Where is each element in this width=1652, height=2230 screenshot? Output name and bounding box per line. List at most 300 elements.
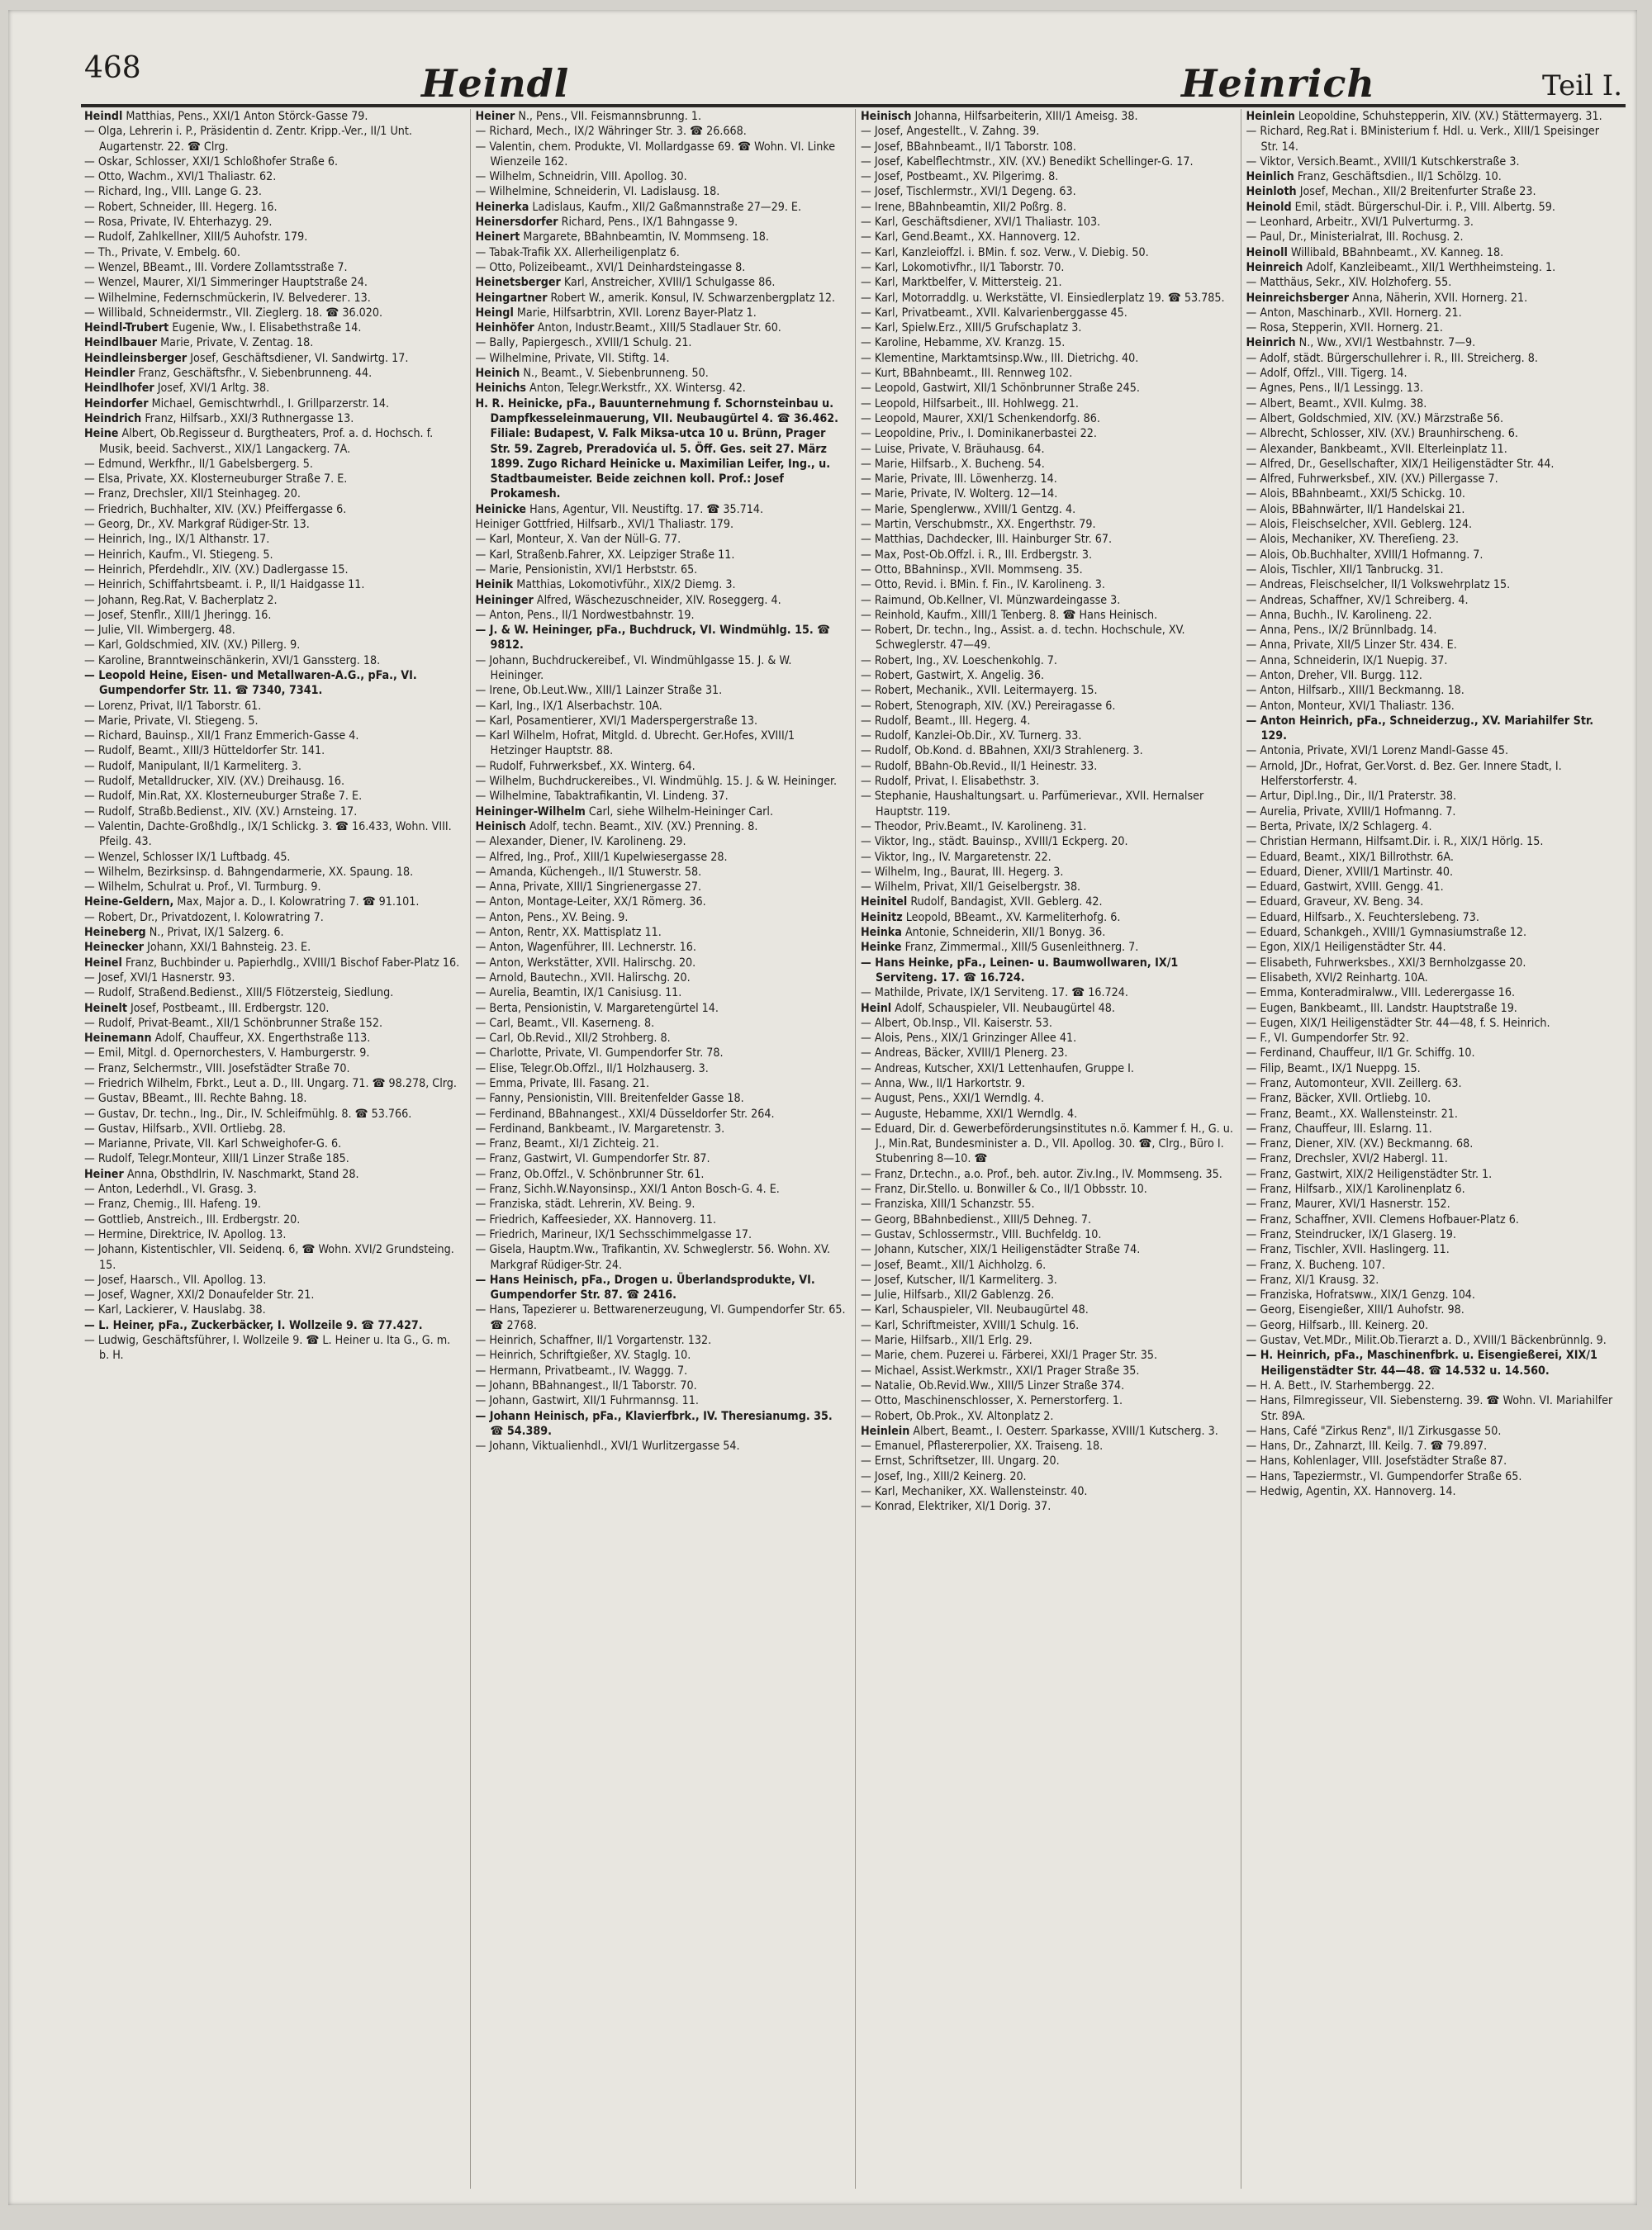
directory-entry: — Karl, Marktbelfer, V. Mittersteig. 21. [861, 276, 1062, 290]
directory-entry: — Carl, Ob.Revid., XII/2 Strohberg. 8. [475, 1032, 671, 1046]
directory-entry: — Rudolf, Telegr.Monteur, XIII/1 Linzer Straße 185. [84, 1152, 349, 1166]
directory-entry: — Josef, Kutscher, II/1 Karmeliterg. 3. [861, 1273, 1057, 1287]
directory-entry: Heindl Matthias, Pens., XXI/1 Anton Störck-Gasse 79. [84, 110, 368, 123]
directory-entry: — Th., Private, V. Embelg. 60. [84, 245, 240, 259]
directory-entry: — Hans, Café "Zirkus Renz", II/1 Zirkusgasse 50. [1246, 1424, 1502, 1438]
directory-entry: — Hans, Tapeziermstr., VI. Gumpendorfer Straße 65. [1246, 1469, 1522, 1483]
directory-entry: — Franziska, städt. Lehrerin, XV. Being. 9. [475, 1198, 695, 1212]
directory-entry: Heinloth Josef, Mechan., XII/2 Breitenfurter Straße 23. [1246, 185, 1536, 199]
directory-entry: — Andreas, Bäcker, XVIII/1 Plenerg. 23. [861, 1046, 1068, 1060]
directory-entry: — Wilhelmine, Tabaktrafikantin, VI. Lindeng. 37. [475, 790, 729, 804]
directory-entry: — Olga, Lehrerin i. P., Präsidentin d. Zentr. Kripp.-Ver., II/1 Unt. Augartenstr. 22. ☎ Clrg. [84, 125, 412, 154]
directory-entry: — Robert, Gastwirt, X. Angelig. 36. [861, 668, 1045, 682]
page-header [8, 10, 1637, 107]
directory-entry: — Otto, Maschinenschlosser, X. Pernerstorferg. 1. [861, 1394, 1123, 1408]
directory-entry: — Max, Post-Ob.Offzl. i. R., III. Erdbergstr. 3. [861, 548, 1093, 562]
directory-entry: — Karl, Schriftmeister, XVIII/1 Schulg. 16. [861, 1318, 1080, 1332]
directory-entry: — Anton, Dreher, VII. Burgg. 112. [1246, 668, 1422, 682]
directory-entry: — Rudolf, Straßend.Bedienst., XIII/5 Flötzersteig, Siedlung. [84, 986, 394, 1000]
column-1 [84, 109, 470, 2189]
directory-entry: — Anton, Montage-Leiter, XX/1 Römerg. 36. [475, 895, 706, 909]
directory-entry: — Anton, Lederhdl., VI. Grasg. 3. [84, 1183, 257, 1197]
directory-entry: — Robert, Dr. techn., Ing., Assist. a. d. techn. Hochschule, XV. Schweglerstr. 47—49. [861, 624, 1185, 652]
directory-entry: Heinetsberger Karl, Anstreicher, XVIII/1 Schulgasse 86. [475, 276, 776, 290]
directory-entry: Heindrich Franz, Hilfsarb., XXI/3 Ruthnergasse 13. [84, 411, 354, 425]
directory-entry: — Rudolf, Fuhrwerksbef., XX. Winterg. 64. [475, 759, 695, 773]
directory-entry: — Josef, XVI/1 Hasnerstr. 93. [84, 970, 235, 985]
directory-entry: — August, Pens., XXI/1 Werndlg. 4. [861, 1092, 1045, 1106]
directory-entry: — Karl, Motorraddlg. u. Werkstätte, VI. Einsiedlerplatz 19. ☎ 53.785. [861, 291, 1225, 305]
directory-entry: — Gustav, Schlossermstr., VIII. Buchfeldg. 10. [861, 1227, 1102, 1241]
directory-entry: Heingartner Robert W., amerik. Konsul, IV. Schwarzenbergplatz 12. [475, 291, 836, 305]
directory-entry: — Alfred, Dr., Gesellschafter, XIX/1 Heiligenstädter Str. 44. [1246, 457, 1555, 471]
directory-entry: — Anton, Pens., XV. Being. 9. [475, 910, 629, 924]
directory-entry: — Anna, Ww., II/1 Harkortstr. 9. [861, 1077, 1026, 1090]
directory-entry: — Klementine, Marktamtsinsp.Ww., III. Dietrichg. 40. [861, 351, 1139, 365]
directory-entry: — Fanny, Pensionistin, VIII. Breitenfelder Gasse 18. [475, 1092, 744, 1106]
directory-entry: — Wilhelm, Bezirksinsp. d. Bahngendarmerie, XX. Spaung. 18. [84, 865, 414, 879]
directory-entry: — Josef, Angestellt., V. Zahng. 39. [861, 125, 1040, 139]
directory-entry: — Albert, Ob.Insp., VII. Kaiserstr. 53. [861, 1016, 1052, 1030]
directory-entry: — Karl, Ing., IX/1 Alserbachstr. 10A. [475, 699, 662, 713]
directory-entry: — Eduard, Dir. d. Gewerbeförderungsinstitutes n.ö. Kammer f. H., G. u. J., Min.Rat, Bundesminister a. D., VII. Apollog. 30. ☎, Clrg., Büro I. Stubenring 8—10. ☎ [861, 1122, 1233, 1166]
directory-entry: — Wilhelmine, Private, VII. Stiftg. 14. [475, 351, 670, 365]
directory-entry: — Franz, Gastwirt, VI. Gumpendorfer Str. 87. [475, 1152, 710, 1166]
directory-entry: — Gustav, Vet.MDr., Milit.Ob.Tierarzt a. D., XVIII/1 Bäckenbrünnlg. 9. [1246, 1334, 1607, 1348]
directory-entry: — Rudolf, Privat-Beamt., XII/1 Schönbrunner Straße 152. [84, 1016, 383, 1030]
directory-entry: — Hans, Kohlenlager, VIII. Josefstädter Straße 87. [1246, 1454, 1507, 1468]
directory-entry: — Marianne, Private, VII. Karl Schweighofer-G. 6. [84, 1137, 342, 1151]
directory-entry: — Karl, Lokomotivfhr., II/1 Taborstr. 70. [861, 260, 1065, 274]
directory-entry: — Natalie, Ob.Revid.Ww., XIII/5 Linzer Straße 374. [861, 1378, 1125, 1393]
directory-entry: — Rudolf, Metalldrucker, XIV. (XV.) Dreihausg. 16. [84, 775, 345, 789]
directory-entry: — Anton, Pens., II/1 Nordwestbahnstr. 19. [475, 608, 695, 622]
directory-entry: — Leopold, Hilfsarbeit., III. Hohlwegg. 21. [861, 396, 1079, 410]
directory-entry: — Elisabeth, Fuhrwerksbes., XXI/3 Bernholzgasse 20. [1246, 956, 1526, 970]
directory-entry: — Heinrich, Schriftgießer, XV. Staglg. 10. [475, 1349, 691, 1363]
column-2 [470, 109, 856, 2189]
directory-entry: — Josef, Wagner, XXI/2 Donaufelder Str. 21. [84, 1288, 315, 1302]
directory-entry: — Otto, Revid. i. BMin. f. Fin., IV. Karolineng. 3. [861, 578, 1105, 592]
directory-entry: — Konrad, Elektriker, XI/1 Dorig. 37. [861, 1500, 1051, 1514]
directory-entry: — Julie, VII. Wimbergerg. 48. [84, 624, 235, 638]
directory-entry: — Albert, Beamt., XVII. Kulmg. 38. [1246, 396, 1427, 410]
directory-entry: Heinisch Johanna, Hilfsarbeiterin, XIII/1 Ameisg. 38. [861, 110, 1138, 123]
directory-entry: — Anton, Wagenführer, III. Lechnerstr. 16. [475, 941, 696, 955]
column-4 [1241, 109, 1626, 2189]
directory-entry: — Hans, Dr., Zahnarzt, III. Keilg. 7. ☎ 79.897. [1246, 1440, 1488, 1454]
directory-entry: — Franz, Diener, XIV. (XV.) Beckmanng. 68. [1246, 1137, 1474, 1151]
directory-entry: — Marie, Private, III. Löwenherzg. 14. [861, 472, 1057, 486]
directory-entry: — Friedrich, Kaffeesieder, XX. Hannoverg. 11. [475, 1212, 717, 1226]
directory-entry: — Karl, Goldschmied, XIV. (XV.) Pillerg. 9. [84, 638, 301, 652]
directory-entry: — Leopold Heine, Eisen- und Metallwaren-A.G., pFa., VI. Gumpendorfer Str. 11. ☎ 7340, 7341. [84, 668, 417, 698]
directory-entry: Heiniger Gottfried, Hilfsarb., XVI/1 Thaliastr. 179. [475, 518, 734, 532]
directory-entry: Heinichs Anton, Telegr.Werkstfr., XX. Wintersg. 42. [475, 382, 746, 396]
directory-entry: — Gustav, BBeamt., III. Rechte Bahng. 18. [84, 1092, 307, 1106]
directory-entry: — Valentin, Dachte-Großhdlg., IX/1 Schlickg. 3. ☎ 16.433, Wohn. VIII. Pfeilg. 43. [84, 819, 452, 849]
directory-entry: — Andreas, Schaffner, XV/1 Schreiberg. 4. [1246, 593, 1469, 607]
directory-entry: — Franz, Bäcker, XVII. Ortliebg. 10. [1246, 1092, 1431, 1106]
directory-entry: — Karl, Geschäftsdiener, XVI/1 Thaliastr. 103. [861, 216, 1101, 230]
directory-entry: — Franz, Dr.techn., a.o. Prof., beh. autor. Ziv.Ing., IV. Mommseng. 35. [861, 1167, 1222, 1181]
directory-entry: — Otto, BBahninsp., XVII. Mommseng. 35. [861, 562, 1083, 576]
directory-entry: — Eugen, Bankbeamt., III. Landstr. Hauptstraße 19. [1246, 1001, 1517, 1015]
directory-entry: — Leonhard, Arbeitr., XVI/1 Pulverturmg. 3. [1246, 216, 1474, 230]
directory-entry: — Karl, Kanzleioffzl. i. BMin. f. soz. Verw., V. Diebig. 50. [861, 245, 1149, 259]
directory-entry: — Heinrich, Schiffahrtsbeamt. i. P., II/1 Haidgasse 11. [84, 578, 365, 592]
directory-entry: — Richard, Mech., IX/2 Währinger Str. 3. ☎ 26.668. [475, 125, 747, 139]
directory-entry: — Wilhelmine, Federnschmückerin, IV. Belvederег. 13. [84, 291, 371, 305]
directory-entry: — Andreas, Kutscher, XXI/1 Lettenhaufen, Gruppe I. [861, 1061, 1134, 1075]
directory-entry: — Hans, Filmregisseur, VII. Siebensterng. 39. ☎ Wohn. VI. Mariahilfer Str. 89A. [1246, 1394, 1613, 1423]
directory-entry: — Karl Wilhelm, Hofrat, Mitgld. d. Ubrecht. Ger.Hofes, XVIII/1 Hetzinger Hauptstr. 88. [475, 729, 795, 758]
directory-entry: — Marie, Pensionistin, XVI/1 Herbststr. 65. [475, 562, 698, 576]
directory-entry: Heinitel Rudolf, Bandagist, XVII. Geblerg. 42. [861, 895, 1103, 909]
directory-entry: — Gottlieb, Anstreich., III. Erdbergstr. 20. [84, 1212, 301, 1226]
directory-entry: — Friedrich Wilhelm, Fbrkt., Leut a. D., III. Ungarg. 71. ☎ 98.278, Clrg. [84, 1077, 457, 1090]
directory-entry: — Franz, Beamt., XX. Wallensteinstr. 21. [1246, 1107, 1458, 1121]
directory-entry: Heinreich Adolf, Kanzleibeamt., XII/1 Werthheimsteing. 1. [1246, 260, 1556, 274]
directory-entry: — Josef, Stenflr., XIII/1 Jheringg. 16. [84, 608, 272, 622]
directory-entry: Heinoll Willibald, BBahnbeamt., XV. Kanneg. 18. [1246, 245, 1504, 259]
directory-entry: Heindler Franz, Geschäftsfhr., V. Siebenbrunneng. 44. [84, 367, 373, 381]
directory-entry: — Hans Heinisch, pFa., Drogen u. Überlandsprodukte, VI. Gumpendorfer Str. 87. ☎ 2416. [475, 1273, 815, 1302]
directory-entry: — Anna, Buchh., IV. Karolineng. 22. [1246, 608, 1432, 622]
directory-entry: Heine-Geldern, Max, Major a. D., I. Kolowratring 7. ☎ 91.101. [84, 895, 420, 909]
directory-entry: — Franz, Beamt., XI/1 Zichteig. 21. [475, 1137, 659, 1151]
directory-entry: — Anton, Monteur, XVI/1 Thaliastr. 136. [1246, 699, 1455, 713]
directory-entry: — Josef, Postbeamt., XV. Pilgerimg. 8. [861, 170, 1059, 184]
directory-entry: H. R. Heinicke, pFa., Bauunternehmung f. Schornsteinbau u. Dampfkesseleinmauerung, VII. Neubaugürtel 4. ☎ 36.462. Filiale: Budapest, V. Falk Miksa-utca 10 u. Brünn, Prager Str. 59. Zagreb, Preradovića ul. 5. Öff. Ges. seit 27. März 1899. Zugo Richard Heinicke u. Maximilian Leifer, Ing., u. Stadtbaumeister. Beide zeichnen koll. Prof.: Josef Prokamesh. [475, 396, 839, 501]
directory-entry: Heindl-Trubert Eugenie, Ww., I. Elisabethstraße 14. [84, 321, 362, 335]
directory-entry: — Robert, Ob.Prok., XV. Altonplatz 2. [861, 1409, 1054, 1423]
directory-entry: — Raimund, Ob.Kellner, VI. Münzwardeingasse 3. [861, 593, 1121, 607]
directory-entry: — Emanuel, Pflastererpolier, XX. Traiseng. 18. [861, 1440, 1104, 1454]
directory-entry: — Alois, Pens., XIX/1 Grinzinger Allee 41. [861, 1032, 1077, 1046]
directory-entry: — Franz, XI/1 Krausg. 32. [1246, 1273, 1379, 1287]
directory-entry: — Georg, Hilfsarb., III. Keinerg. 20. [1246, 1318, 1429, 1332]
directory-entry: — Johann, Kistentischler, VII. Seidenq. 6, ☎ Wohn. XVI/2 Grundsteing. 15. [84, 1243, 454, 1272]
directory-entry: Heinka Antonie, Schneiderin, XII/1 Bonyg. 36. [861, 926, 1106, 940]
directory-entry: — Johann Heinisch, pFa., Klavierfbrk., IV. Theresianumg. 35. ☎ 54.389. [475, 1409, 833, 1438]
directory-entry: — Carl, Beamt., VII. Kaserneng. 8. [475, 1016, 655, 1030]
directory-entry: — Marie, Private, IV. Wolterg. 12—14. [861, 487, 1058, 501]
directory-entry: — Rudolf, Kanzlei-Ob.Dir., XV. Turnerg. 33. [861, 729, 1082, 743]
directory-entry: Heineberg N., Privat, IX/1 Salzerg. 6. [84, 926, 284, 940]
directory-entry: — H. A. Bett., IV. Starhembergg. 22. [1246, 1378, 1435, 1393]
directory-entry: — Josef, BBahnbeamt., II/1 Taborstr. 108. [861, 140, 1076, 154]
directory-entry: — Rosa, Private, IV. Ehterhazyg. 29. [84, 216, 273, 230]
directory-entry: — Aurelia, Private, XVIII/1 Hofmanng. 7. [1246, 804, 1456, 818]
directory-entry: — Edmund, Werkfhr., II/1 Gabelsbergerg. 5. [84, 457, 313, 471]
directory-entry: — Marie, Hilfsarb., XII/1 Erlg. 29. [861, 1334, 1032, 1348]
directory-entry: Heinersdorfer Richard, Pens., IX/1 Bahngasse 9. [475, 216, 738, 230]
directory-entry: — Friedrich, Marineur, IX/1 Sechsschimmelgasse 17. [475, 1227, 752, 1241]
directory-entry: — Gisela, Hauptm.Ww., Trafikantin, XV. Schweglerstr. 56. Wohn. XV. Markgraf Rüdiger-Str. 24. [475, 1243, 831, 1272]
directory-entry: — Reinhold, Kaufm., XIII/1 Tenberg. 8. ☎ Hans Heinisch. [861, 608, 1158, 622]
directory-entry: — Richard, Bauinsp., XII/1 Franz Emmerich-Gasse 4. [84, 729, 359, 743]
directory-entry: — J. & W. Heininger, pFa., Buchdruck, VI. Windmühlg. 15. ☎ 9812. [475, 624, 831, 652]
directory-entry: — Filip, Beamt., IX/1 Nueppg. 15. [1246, 1061, 1421, 1075]
directory-entry: — Johann, Gastwirt, XII/1 Fuhrmannsg. 11. [475, 1394, 699, 1408]
directory-entry: — Christian Hermann, Hilfsamt.Dir. i. R., XIX/1 Hörlg. 15. [1246, 835, 1544, 849]
directory-entry: Heinerka Ladislaus, Kaufm., XII/2 Gaßmannstraße 27—29. E. [475, 200, 802, 214]
directory-entry: — F., VI. Gumpendorfer Str. 92. [1246, 1032, 1409, 1046]
directory-entry: — Hedwig, Agentin, XX. Hannoverg. 14. [1246, 1485, 1456, 1499]
directory-entry: — Antonia, Private, XVI/1 Lorenz Mandl-Gasse 45. [1246, 744, 1509, 758]
directory-entry: Heinhöfer Anton, Industr.Beamt., XIII/5 Stadlauer Str. 60. [475, 321, 781, 335]
directory-entry: — Leopold, Gastwirt, XII/1 Schönbrunner Straße 245. [861, 382, 1140, 396]
directory-entry: — Berta, Private, IX/2 Schlagerg. 4. [1246, 819, 1432, 833]
header-rule [81, 104, 1626, 107]
directory-entry: — Richard, Reg.Rat i. BMinisterium f. Hdl. u. Verk., XIII/1 Speisinger Str. 14. [1246, 125, 1600, 154]
directory-entry: — Rudolf, Beamt., XIII/3 Hütteldorfer Str. 141. [84, 744, 325, 758]
directory-entry: — Hermann, Privatbeamt., IV. Waggg. 7. [475, 1364, 688, 1378]
directory-entry: — Adolf, Offzl., VIII. Tigerg. 14. [1246, 367, 1408, 381]
directory-entry: Heine Albert, Ob.Regisseur d. Burgtheaters, Prof. a. d. Hochsch. f. Musik, beeid. Sachverst., XIX/1 Langackerg. 7A. [84, 427, 434, 456]
directory-entry: — Robert, Dr., Privatdozent, I. Kolowratring 7. [84, 910, 324, 924]
directory-entry: — Marie, Spenglerww., XVIII/1 Gentzg. 4. [861, 502, 1076, 516]
directory-entry: — Artur, Dipl.Ing., Dir., II/1 Praterstr. 38. [1246, 790, 1457, 804]
directory-entry: Heinlich Franz, Geschäftsdien., II/1 Schölzg. 10. [1246, 170, 1502, 184]
directory-entry: Heinich N., Beamt., V. Siebenbrunneng. 50. [475, 367, 709, 381]
directory-entry: — Otto, Polizeibeamt., XVI/1 Deinhardsteingasse 8. [475, 260, 746, 274]
directory-entry: — Robert, Mechanik., XVII. Leitermayerg. 15. [861, 684, 1098, 698]
directory-entry: — Eduard, Beamt., XIX/1 Billrothstr. 6A. [1246, 850, 1454, 864]
directory-entry: — Rudolf, Manipulant, II/1 Karmeliterg. 3. [84, 759, 301, 773]
directory-entry: — Josef, Kabelflechtmstr., XIV. (XV.) Benedikt Schellinger-G. 17. [861, 154, 1194, 168]
directory-entry: — Franz, Tischler, XVII. Haslingerg. 11. [1246, 1243, 1450, 1257]
directory-entry: Heinemann Adolf, Chauffeur, XX. Engerthstraße 113. [84, 1032, 371, 1046]
directory-entry: Heinlein Leopoldine, Schuhstepperin, XIV. (XV.) Stättermayerg. 31. [1246, 110, 1602, 123]
directory-entry: — Emil, Mitgl. d. Opernorchesters, V. Hamburgerstr. 9. [84, 1046, 370, 1060]
directory-entry: — Ernst, Schriftsetzer, III. Ungarg. 20. [861, 1454, 1060, 1468]
directory-entry: — Eduard, Schankgeh., XVIII/1 Gymnasiumstraße 12. [1246, 926, 1527, 940]
directory-entry: Heinicke Hans, Agentur, VII. Neustiftg. 17. ☎ 35.714. [475, 502, 764, 516]
directory-entry: — Josef, Haarsch., VII. Apollog. 13. [84, 1273, 267, 1287]
directory-entry: — Luise, Private, V. Bräuhausg. 64. [861, 442, 1045, 456]
directory-entry: — Leopoldine, Priv., I. Dominikanerbastei 22. [861, 427, 1097, 441]
directory-entry: — Karl, Mechaniker, XX. Wallensteinstr. 40. [861, 1485, 1088, 1499]
directory-entry: — Franz, Chauffeur, III. Eslarng. 11. [1246, 1122, 1432, 1136]
directory-entry: — Arnold, Bautechn., XVII. Halirschg. 20. [475, 970, 691, 985]
directory-entry: — Heinrich, Kaufm., VI. Stiegeng. 5. [84, 548, 273, 562]
directory-entry: — Wenzel, Maurer, XI/1 Simmeringer Hauptstraße 24. [84, 276, 368, 290]
directory-entry: Heinecker Johann, XXI/1 Bahnsteig. 23. E. [84, 941, 311, 955]
directory-entry: — Johann, BBahnangest., II/1 Taborstr. 70. [475, 1378, 697, 1393]
directory-entry: — Franz, Sichh.W.Nayonsinsp., XXI/1 Anton Bosch-G. 4. E. [475, 1183, 780, 1197]
directory-entry: — Franz, Steindrucker, IX/1 Glaserg. 19. [1246, 1227, 1456, 1241]
directory-entry: — Eduard, Gastwirt, XVIII. Gengg. 41. [1246, 880, 1444, 894]
directory-entry: Heinisch Adolf, techn. Beamt., XIV. (XV.) Prenning. 8. [475, 819, 758, 833]
directory-entry: — Arnold, JDr., Hofrat, Ger.Vorst. d. Bez. Ger. Innere Stadt, I. Helferstorferstr. 4. [1246, 759, 1562, 789]
directory-entry: — Wilhelm, Schulrat u. Prof., VI. Turmburg. 9. [84, 880, 321, 894]
directory-entry: — Anna, Private, XII/5 Linzer Str. 434. E. [1246, 638, 1457, 652]
directory-entry: — Karl, Spielw.Erz., XIII/5 Grufschaplatz 3. [861, 321, 1082, 335]
directory-entry: — Anton Heinrich, pFa., Schneiderzug., XV. Mariahilfer Str. 129. [1246, 714, 1594, 743]
directory-entry: — Gustav, Hilfsarb., XVII. Ortliebg. 28. [84, 1122, 287, 1136]
directory-entry: — Heinrich, Ing., IX/1 Althanstr. 17. [84, 533, 270, 547]
directory-entry: — Johann, Viktualienhdl., XVI/1 Wurlitzergasse 54. [475, 1440, 740, 1454]
directory-entry: — H. Heinrich, pFa., Maschinenfbrk. u. Eisengießerei, XIX/1 Heiligenstädter Str. 44—48. ☎ 14.532 u. 14.560. [1246, 1349, 1597, 1378]
directory-entry: Heinelt Josef, Postbeamt., III. Erdbergstr. 120. [84, 1001, 330, 1015]
directory-entry: — Johann, Buchdruckereibef., VI. Windmühlgasse 15. J. & W. Heininger. [475, 653, 792, 682]
directory-entry: Heindlhofer Josef, XVI/1 Arltg. 38. [84, 382, 270, 396]
entry-columns [84, 109, 1626, 2189]
directory-entry: — Johann, Reg.Rat, V. Bacherplatz 2. [84, 593, 278, 607]
directory-entry: — Wilhelm, Buchdruckereibes., VI. Windmühlg. 15. J. & W. Heininger. [475, 775, 838, 789]
directory-entry: — Irene, Ob.Leut.Ww., XIII/1 Lainzer Straße 31. [475, 684, 723, 698]
directory-entry: — Franziska, Hofratsww., XIX/1 Genzg. 104. [1246, 1288, 1475, 1302]
directory-entry: — Valentin, chem. Produkte, VI. Mollardgasse 69. ☎ Wohn. VI. Linke Wienzeile 162. [475, 140, 836, 168]
directory-entry: — Franz, Maurer, XVI/1 Hasnerstr. 152. [1246, 1198, 1450, 1212]
directory-entry: — Heinrich, Pferdehdlr., XIV. (XV.) Dadlergasse 15. [84, 562, 349, 576]
directory-entry: — Bally, Papiergesch., XVIII/1 Schulg. 21. [475, 336, 692, 350]
directory-entry: — Marie, Private, VI. Stiegeng. 5. [84, 714, 259, 728]
directory-entry: — Rosa, Stepperin, XVII. Hornerg. 21. [1246, 321, 1443, 335]
directory-entry: — Andreas, Fleischselcher, II/1 Volkswehrplatz 15. [1246, 578, 1511, 592]
directory-entry: — Karl, Schauspieler, VII. Neubaugürtel 48. [861, 1303, 1089, 1317]
directory-entry: — Franz, Selchermstr., VIII. Josefstädter Straße 70. [84, 1061, 350, 1075]
directory-entry: — Otto, Wachm., XVI/1 Thaliastr. 62. [84, 170, 277, 184]
directory-entry: — Eduard, Graveur, XV. Beng. 34. [1246, 895, 1424, 909]
directory-entry: — Franz, Hilfsarb., XIX/1 Karolinenplatz 6. [1246, 1183, 1465, 1197]
directory-entry: — Anna, Pens., IX/2 Brünnlbadg. 14. [1246, 624, 1437, 638]
directory-entry: — Wenzel, Schlosser IX/1 Luftbadg. 45. [84, 850, 291, 864]
directory-entry: — Josef, Ing., XIII/2 Keinerg. 20. [861, 1469, 1027, 1483]
directory-entry: — Alois, Mechaniker, XV. Thereſieng. 23. [1246, 533, 1459, 547]
directory-entry: — Irene, BBahnbeamtin, XII/2 Poßrg. 8. [861, 200, 1067, 214]
directory-entry: — Richard, Ing., VIII. Lange G. 23. [84, 185, 262, 199]
directory-entry: Heiner N., Pens., VII. Feismannsbrunng. 1. [475, 110, 702, 123]
directory-entry: — Anton, Maschinarb., XVII. Hornerg. 21. [1246, 306, 1462, 320]
directory-entry: Heinitz Leopold, BBeamt., XV. Karmeliterhofg. 6. [861, 910, 1121, 924]
directory-entry: — Franz, Gastwirt, XIX/2 Heiligenstädter Str. 1. [1246, 1167, 1493, 1181]
directory-entry: — Alfred, Ing., Prof., XIII/1 Kupelwiesergasse 28. [475, 850, 728, 864]
directory-entry: — Willibald, Schneidermstr., VII. Zieglerg. 18. ☎ 36.020. [84, 306, 383, 320]
directory-entry: — Eugen, XIX/1 Heiligenstädter Str. 44—48, f. S. Heinrich. [1246, 1016, 1550, 1030]
directory-entry: Heinke Franz, Zimmermal., XIII/5 Gusenleithnerg. 7. [861, 941, 1139, 955]
directory-entry: Heindorfer Michael, Gemischtwrhdl., I. Grillparzerstr. 14. [84, 396, 389, 410]
directory-entry: — Wilhelm, Ing., Baurat, III. Hegerg. 3. [861, 865, 1064, 879]
directory-entry: Heinik Matthias, Lokomotivführ., XIX/2 Diemg. 3. [475, 578, 736, 592]
directory-entry: — Franz, Chemig., III. Hafeng. 19. [84, 1198, 261, 1212]
directory-entry: — Ludwig, Geschäftsführer, I. Wollzeile 9. ☎ L. Heiner u. Ita G., G. m. b. H. [84, 1334, 451, 1363]
directory-entry: — Karl, Lackierer, V. Hauslabg. 38. [84, 1303, 266, 1317]
directory-entry: Heinl Adolf, Schauspieler, VII. Neubaugürtel 48. [861, 1001, 1115, 1015]
directory-entry: — Aurelia, Beamtin, IX/1 Canisiusg. 11. [475, 986, 682, 1000]
directory-entry: — Karoline, Hebamme, XV. Kranzg. 15. [861, 336, 1066, 350]
directory-entry: — Martin, Verschubmstr., XX. Engerthstr. 79. [861, 518, 1096, 532]
directory-entry: — Amanda, Küchengeh., II/1 Stuwerstr. 58. [475, 865, 702, 879]
directory-entry: — Rudolf, Privat, I. Elisabethstr. 3. [861, 775, 1040, 789]
directory-entry: — Tabak-Trafik XX. Allerheiligenplatz 6. [475, 245, 680, 259]
directory-entry: — Friedrich, Buchhalter, XIV. (XV.) Pfeiffergasse 6. [84, 502, 347, 516]
directory-entry: — Wenzel, BBeamt., III. Vordere Zollamtsstraße 7. [84, 260, 348, 274]
directory-entry: — Heinrich, Schaffner, II/1 Vorgartenstr. 132. [475, 1334, 712, 1348]
directory-entry: Heininger Alfred, Wäschezuschneider, XIV. Roseggerg. 4. [475, 593, 781, 607]
directory-entry: Heindleinsberger Josef, Geschäftsdiener, VI. Sandwirtg. 17. [84, 351, 409, 365]
directory-entry: — Matthias, Dachdecker, III. Hainburger Str. 67. [861, 533, 1113, 547]
directory-entry: — Lorenz, Privat, II/1 Taborstr. 61. [84, 699, 262, 713]
directory-entry: — Franz, Dir.Stello. u. Bonwiller & Co., II/1 Obbsstr. 10. [861, 1183, 1147, 1197]
directory-entry: — Josef, Beamt., XII/1 Aichholzg. 6. [861, 1258, 1047, 1272]
directory-entry: — Alexander, Diener, IV. Karolineng. 29. [475, 835, 686, 849]
directory-entry: — Rudolf, BBahn-Ob.Revid., II/1 Heinestr. 33. [861, 759, 1098, 773]
directory-entry: Heingl Marie, Hilfsarbtrin, XVII. Lorenz Bayer-Platz 1. [475, 306, 757, 320]
directory-entry: — Ferdinand, BBahnangest., XXI/4 Düsseldorfer Str. 264. [475, 1107, 775, 1121]
directory-entry: — Alois, Tischler, XII/1 Tanbruckg. 31. [1246, 562, 1444, 576]
directory-entry: — Rudolf, Ob.Kond. d. BBahnen, XXI/3 Strahlenerg. 3. [861, 744, 1143, 758]
directory-page [8, 10, 1637, 2205]
directory-entry: — Wilhelmine, Schneiderin, VI. Ladislausg. 18. [475, 185, 720, 199]
directory-entry: — Viktor, Versich.Beamt., XVIII/1 Kutschkerstraße 3. [1246, 154, 1520, 168]
directory-entry: — Albrecht, Schlosser, XIV. (XV.) Braunhirscheng. 6. [1246, 427, 1518, 441]
directory-entry: — Viktor, Ing., städt. Bauinsp., XVIII/1 Eckperg. 20. [861, 835, 1128, 849]
directory-entry: — Georg, Eisengießer, XIII/1 Auhofstr. 98. [1246, 1303, 1464, 1317]
directory-entry: — Johann, Kutscher, XIX/1 Heiligenstädter Straße 74. [861, 1243, 1141, 1257]
directory-entry: — Leopold, Maurer, XXI/1 Schenkendorfg. 86. [861, 411, 1100, 425]
directory-entry: — Marie, chem. Puzerei u. Färberei, XXI/1 Prager Str. 35. [861, 1349, 1158, 1363]
directory-entry: — Elise, Telegr.Ob.Offzl., II/1 Holzhauserg. 3. [475, 1061, 709, 1075]
directory-entry: — Alois, BBahnbeamt., XXI/5 Schickg. 10. [1246, 487, 1465, 501]
directory-entry: — Marie, Hilfsarb., X. Bucheng. 54. [861, 457, 1045, 471]
directory-entry: — Rudolf, Min.Rat, XX. Klosterneuburger Straße 7. E. [84, 790, 363, 804]
directory-entry: — Georg, Dr., XV. Markgraf Rüdiger-Str. 13. [84, 518, 310, 532]
directory-entry: — Adolf, städt. Bürgerschullehrer i. R., III. Streicherg. 8. [1246, 351, 1538, 365]
page-number: 468 [84, 51, 141, 85]
directory-entry: — Michael, Assist.Werkmstr., XXI/1 Prager Straße 35. [861, 1364, 1140, 1378]
directory-entry: — Karl, Privatbeamt., XVII. Kalvarienberggasse 45. [861, 306, 1127, 320]
directory-entry: Heinreichsberger Anna, Näherin, XVII. Hornerg. 21. [1246, 291, 1528, 305]
directory-entry: Heinert Margarete, BBahnbeamtin, IV. Mommseng. 18. [475, 230, 769, 244]
directory-entry: — Kurt, BBahnbeamt., III. Rennweg 102. [861, 367, 1073, 381]
directory-entry: — Anna, Private, XIII/1 Singrienergasse 27. [475, 880, 702, 894]
directory-entry: — Alois, Ob.Buchhalter, XVIII/1 Hofmanng. 7. [1246, 548, 1483, 562]
directory-entry: — Wilhelm, Privat, XII/1 Geiselbergstr. 38. [861, 880, 1081, 894]
directory-entry: — Hermine, Direktrice, IV. Apollog. 13. [84, 1227, 287, 1241]
directory-entry: — Karl, Monteur, X. Van der Nüll-G. 77. [475, 533, 681, 547]
directory-entry: — Viktor, Ing., IV. Margaretenstr. 22. [861, 850, 1051, 864]
directory-entry: — Emma, Private, III. Fasang. 21. [475, 1077, 650, 1090]
directory-entry: — Eduard, Hilfsarb., X. Feuchterslebeng. 73. [1246, 910, 1479, 924]
directory-entry: — Hans Heinke, pFa., Leinen- u. Baumwollwaren, IX/1 Servitеng. 17. ☎ 16.724. [861, 956, 1179, 985]
directory-entry: — Egon, XIX/1 Heiligenstädter Str. 44. [1246, 941, 1446, 955]
directory-entry: — Agnes, Pens., II/1 Lessingg. 13. [1246, 382, 1424, 396]
directory-entry: — Theodor, Priv.Beamt., IV. Karolineng. 31. [861, 819, 1087, 833]
directory-entry: Heinel Franz, Buchbinder u. Papierhdlg., XVIII/1 Bischof Faber-Platz 16. [84, 956, 460, 970]
directory-entry: — Karl, Posamentierer, XVI/1 Maderspergerstraße 13. [475, 714, 758, 728]
directory-entry: — Georg, BBahnbedienst., XIII/5 Dehneg. 7. [861, 1212, 1092, 1226]
directory-entry: — Alois, BBahnwärter, II/1 Handelskai 21. [1246, 502, 1465, 516]
directory-entry: — Emma, Konteradmiralww., VIII. Lederergasse 16. [1246, 986, 1516, 1000]
directory-entry: — Oskar, Schlosser, XXI/1 Schloßhofer Straße 6. [84, 154, 339, 168]
directory-entry: — Robert, Stenograph, XIV. (XV.) Pereiragasse 6. [861, 699, 1116, 713]
directory-entry: — Karl, Straßenb.Fahrer, XX. Leipziger Straße 11. [475, 548, 735, 562]
directory-entry: — Alois, Fleischselcher, XVII. Geblerg. 124. [1246, 518, 1473, 532]
directory-entry: — Franz, Drechsler, XII/1 Steinhageg. 20. [84, 487, 301, 501]
directory-entry: — Stephanie, Haushaltungsart. u. Parfümerievar., XVII. Hernalser Hauptstr. 119. [861, 790, 1204, 818]
directory-entry: — Alfred, Fuhrwerksbef., XIV. (XV.) Pillergasse 7. [1246, 472, 1498, 486]
part-label: Teil I. [1542, 69, 1622, 102]
directory-entry: — Ferdinand, Chauffeur, II/1 Gr. Schiffg. 10. [1246, 1046, 1475, 1060]
directory-entry: — L. Heiner, pFa., Zuckerbäcker, I. Wollzeile 9. ☎ 77.427. [84, 1318, 423, 1332]
directory-entry: Heindlbauer Marie, Private, V. Zentag. 18. [84, 336, 314, 350]
directory-entry: — Elisabeth, XVI/2 Reinhartg. 10A. [1246, 970, 1428, 985]
directory-entry: Heinold Emil, städt. Bürgerschul-Dir. i. P., VIII. Albertg. 59. [1246, 200, 1555, 214]
directory-entry: Heininger-Wilhelm Carl, siehe Wilhelm-Heininger Carl. [475, 804, 774, 818]
